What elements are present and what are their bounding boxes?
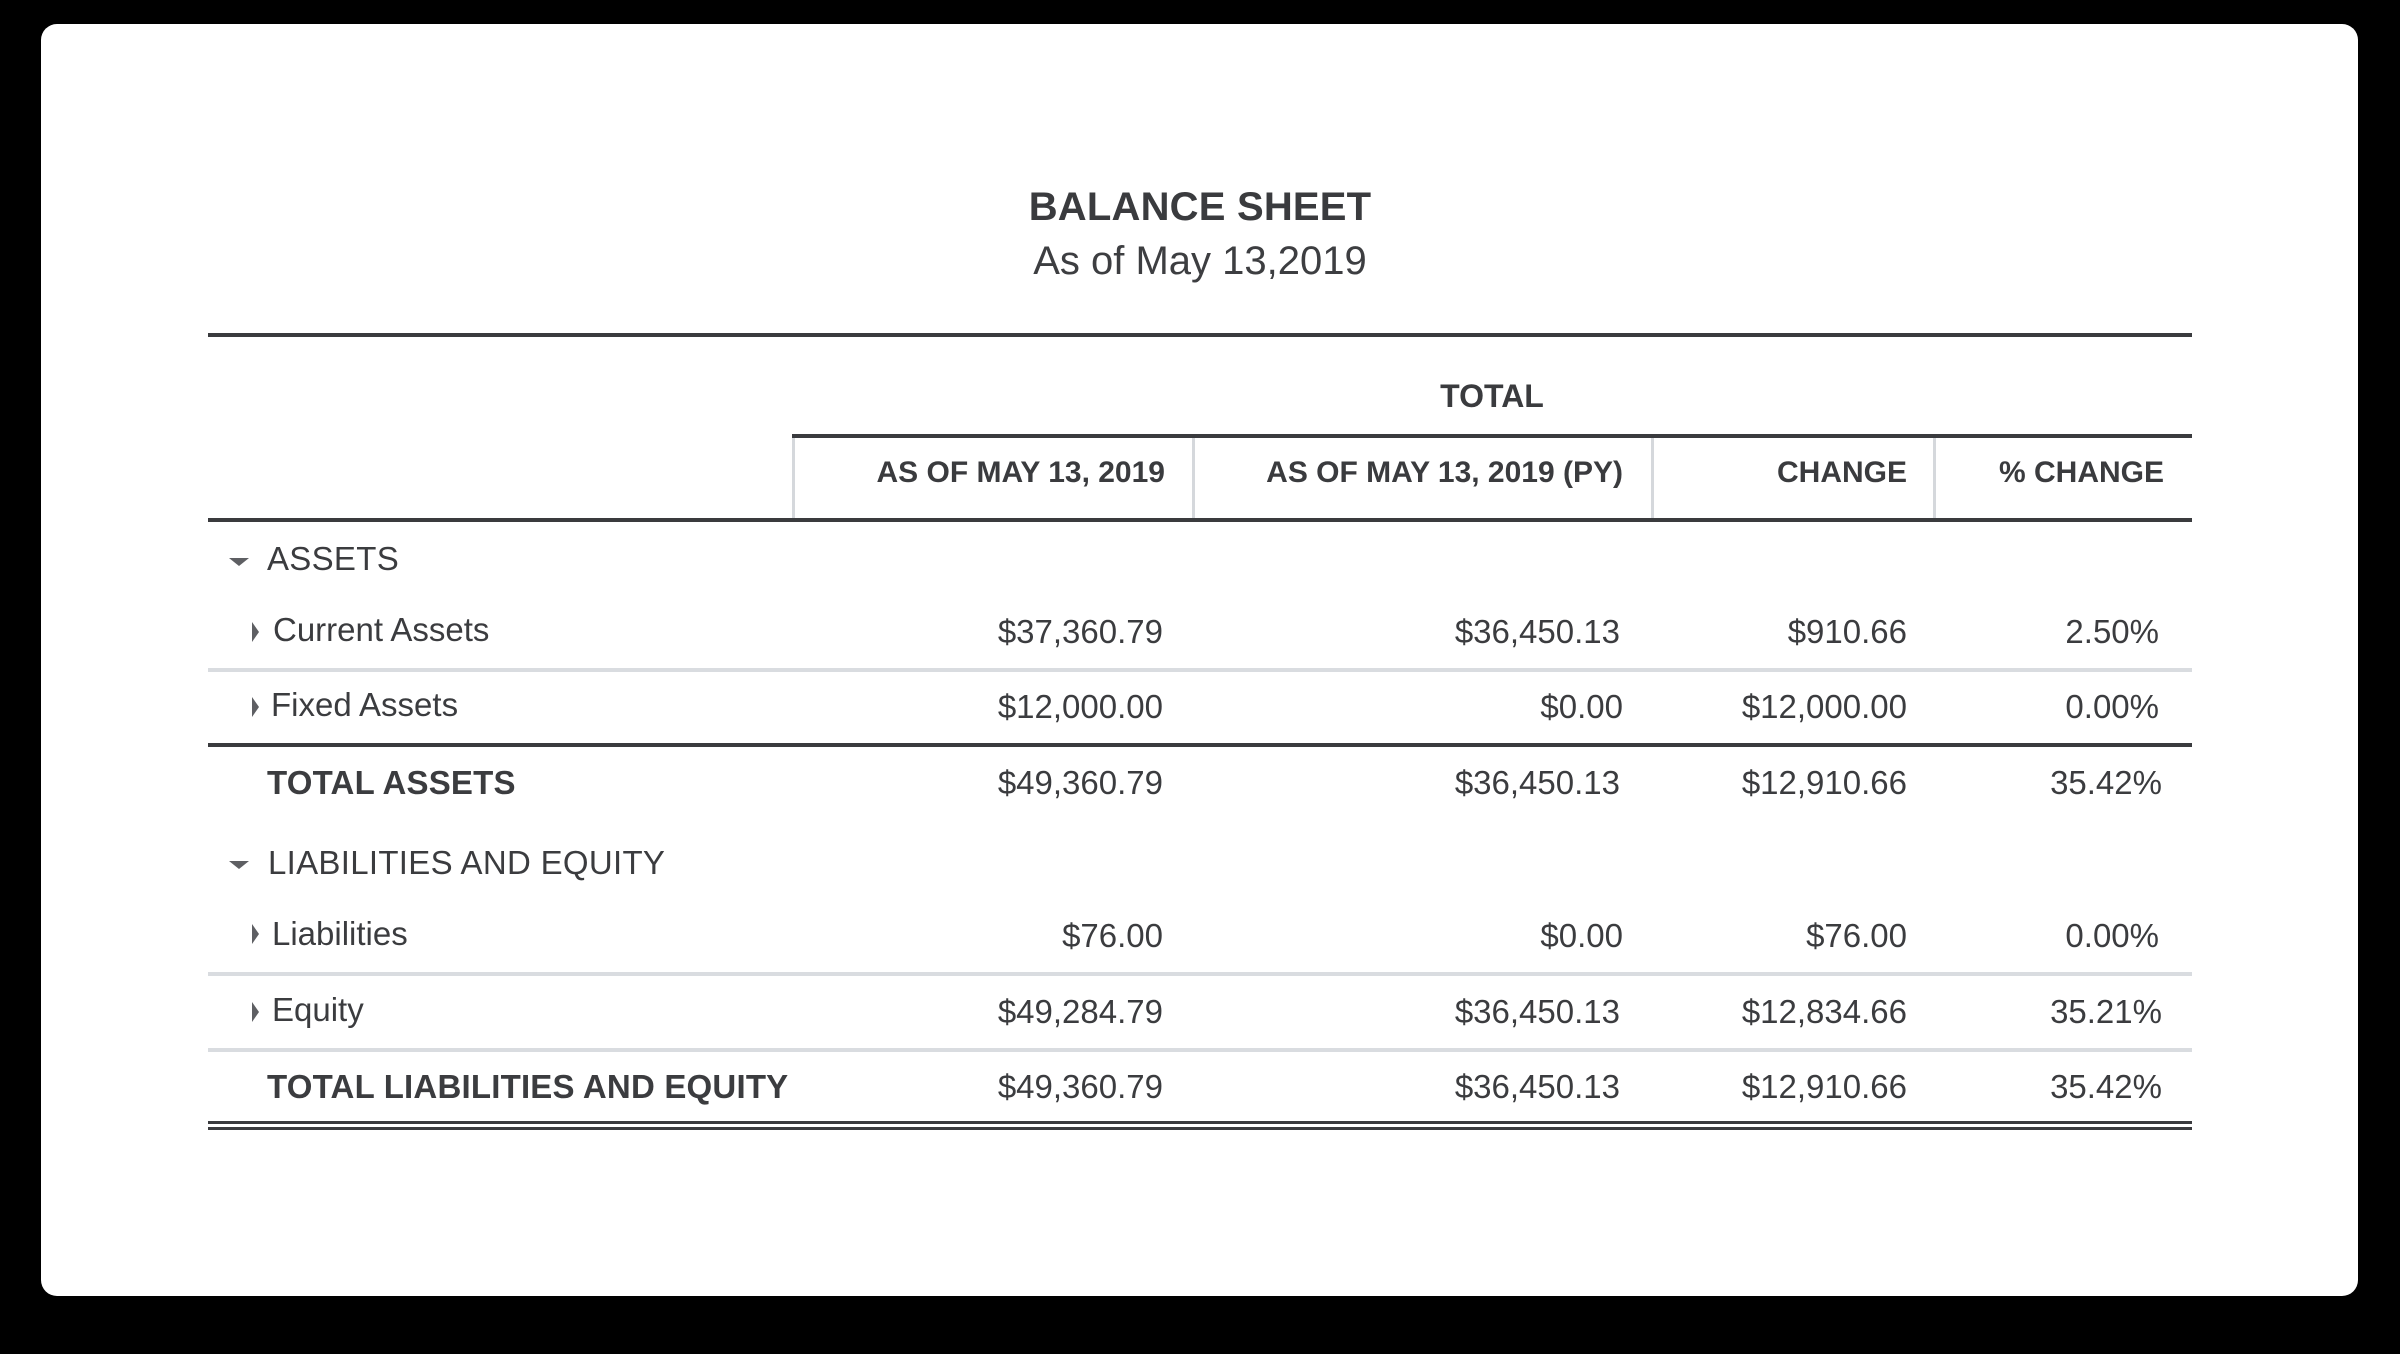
row-divider (208, 972, 2192, 976)
cell-value[interactable]: $12,000.00 (1741, 688, 1907, 725)
cell-value: 35.42% (2050, 1068, 2162, 1105)
cell-value[interactable]: $910.66 (1787, 613, 1907, 650)
caret-down-icon[interactable] (229, 861, 249, 869)
header-bottom-rule (208, 518, 2192, 522)
row-divider (208, 1048, 2192, 1052)
caret-right-icon[interactable] (252, 622, 259, 642)
cell-value[interactable]: $36,450.13 (1454, 1068, 1620, 1105)
cell-value[interactable]: $49,360.79 (997, 764, 1163, 801)
row-label-liabilities[interactable]: Liabilities (272, 915, 408, 952)
column-header-change[interactable]: CHANGE (1776, 456, 1907, 489)
caret-down-icon[interactable] (229, 558, 249, 566)
column-header-percent-change[interactable]: % CHANGE (1998, 456, 2164, 489)
report-title: BALANCE SHEET (1028, 185, 1372, 229)
table-top-rule (208, 333, 2192, 337)
section-assets[interactable]: ASSETS (267, 540, 400, 577)
column-header-current[interactable]: AS OF MAY 13, 2019 (876, 456, 1165, 489)
row-label-current-assets[interactable]: Current Assets (273, 611, 490, 648)
cell-value: 0.00% (2065, 688, 2159, 725)
cell-value[interactable]: $49,284.79 (997, 993, 1163, 1030)
cell-value[interactable]: $49,360.79 (997, 1068, 1163, 1105)
row-label-fixed-assets[interactable]: Fixed Assets (271, 686, 459, 723)
cell-value: 35.42% (2050, 764, 2162, 801)
caret-right-icon[interactable] (252, 1002, 259, 1022)
row-divider (208, 668, 2192, 672)
cell-value: 35.21% (2050, 993, 2162, 1030)
caret-right-icon[interactable] (252, 697, 259, 717)
cell-value[interactable]: $36,450.13 (1454, 613, 1620, 650)
cell-value[interactable]: $37,360.79 (997, 613, 1163, 650)
grand-total-rule-lower (208, 1127, 2192, 1130)
subtotal-rule (208, 743, 2192, 747)
section-liabilities-equity[interactable]: LIABILITIES AND EQUITY (268, 844, 666, 881)
cell-value[interactable]: $0.00 (1540, 917, 1623, 954)
row-label-equity[interactable]: Equity (272, 991, 364, 1028)
cell-value[interactable]: $76.00 (1062, 917, 1163, 954)
cell-value: 2.50% (2065, 613, 2159, 650)
row-label-total-liabilities-equity: TOTAL LIABILITIES AND EQUITY (267, 1068, 789, 1105)
column-group-total: TOTAL (1440, 378, 1544, 414)
cell-value[interactable]: $36,450.13 (1454, 993, 1620, 1030)
cell-value[interactable]: $12,910.66 (1741, 1068, 1907, 1105)
report-date: As of May 13,2019 (1033, 239, 1367, 283)
cell-value: 0.00% (2065, 917, 2159, 954)
row-label-total-assets: TOTAL ASSETS (267, 764, 516, 801)
caret-right-icon[interactable] (252, 924, 259, 944)
cell-value[interactable]: $36,450.13 (1454, 764, 1620, 801)
column-group-rule (792, 434, 2192, 438)
cell-value[interactable]: $76.00 (1806, 917, 1907, 954)
cell-value[interactable]: $0.00 (1540, 688, 1623, 725)
cell-value[interactable]: $12,910.66 (1741, 764, 1907, 801)
grand-total-rule-upper (208, 1121, 2192, 1124)
column-header-prior-year[interactable]: AS OF MAY 13, 2019 (PY) (1266, 456, 1623, 489)
cell-value[interactable]: $12,834.66 (1741, 993, 1907, 1030)
cell-value[interactable]: $12,000.00 (997, 688, 1163, 725)
